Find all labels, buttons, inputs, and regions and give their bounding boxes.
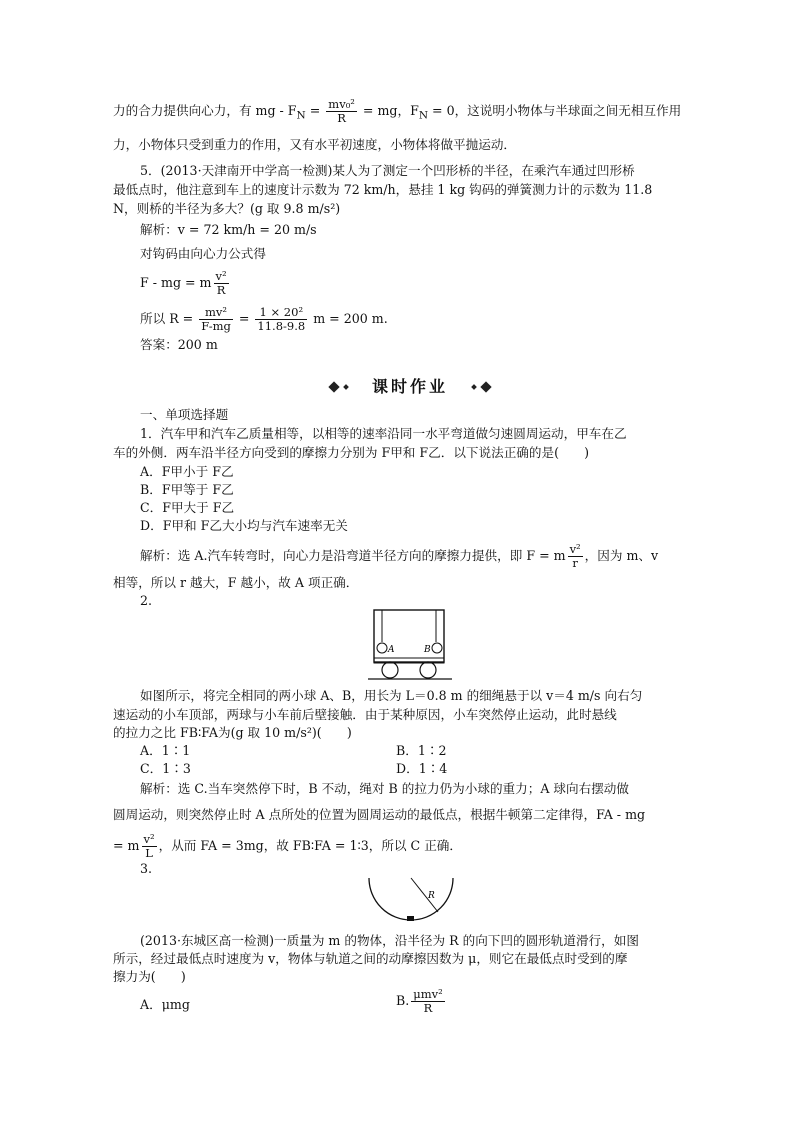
fraction [568, 543, 583, 570]
solution-formula [140, 306, 710, 333]
option-c: C．1∶3 [140, 761, 191, 776]
solution-line: 解析：v = 72 km/h = 20 m/s [140, 222, 317, 237]
option-d: D．F甲和 F乙大小均与汽车速率无关 [140, 518, 348, 533]
diamond-small-icon [471, 384, 477, 390]
cart-figure [368, 606, 452, 682]
question-5-line: 最低点时，他注意到车上的速度计示数为 72 km/h，悬挂 1 kg 钩码的弹簧测力计的示数为 11.8 [113, 182, 653, 197]
text-span: = mg，F [358, 103, 419, 118]
text-span: m = 200 m. [309, 311, 388, 326]
question-2-line: 的拉力之比 FB∶FA为(g 取 10 m/s²)( ) [113, 725, 352, 740]
solution-line: 相等，所以 r 越大，F 越小，故 A 项正确． [113, 575, 359, 590]
fraction-denominator: R [423, 1001, 433, 1015]
text-span: 力的合力提供向心力，有 mg - F [113, 103, 297, 118]
fraction [255, 306, 307, 333]
fraction-numerator: v² [143, 832, 155, 846]
question-5-line: 5．(2013·天津南开中学高一检测)某人为了测定一个凹形桥的半径，在乘汽车通过凹形桥 [140, 163, 635, 178]
fraction [142, 833, 157, 860]
section-header [330, 376, 490, 398]
question-1-line: 车的外侧．两车沿半径方向受到的摩擦力分别为 F甲和 F乙．以下说法正确的是( ) [113, 445, 590, 460]
text-span: B. [396, 993, 410, 1008]
solution-line: 解析：选 C.当车突然停下时，B 不动，绳对 B 的拉力仍为小球的重力；A 球向右摆动做 [140, 781, 629, 796]
part-heading: 一、单项选择题 [140, 407, 229, 422]
text-line [113, 98, 683, 125]
question-number: 2. [140, 593, 153, 608]
question-3-line: 擦力为( ) [113, 969, 186, 984]
text-line: 力，小物体只受到重力的作用，又有水平初速度，小物体将做平抛运动． [113, 137, 516, 152]
fraction-numerator: mv² [199, 306, 233, 320]
option-b: B．1∶2 [396, 743, 447, 758]
text-span: 解析：选 A.汽车转弯时，向心力是沿弯道半径方向的摩擦力提供，即 F = m [140, 548, 566, 563]
option-a: A．F甲小于 F乙 [140, 464, 234, 479]
fraction-numerator: v² [569, 542, 581, 556]
fraction-numerator: 1 × 20² [255, 306, 307, 320]
fraction-denominator: R [216, 283, 226, 297]
fraction-numerator: mv₀² [328, 97, 355, 111]
fraction [199, 306, 233, 333]
fraction-denominator: r [572, 556, 578, 570]
label-a: A [388, 645, 395, 655]
option-a: A．μmg [140, 997, 190, 1012]
diamond-small-icon [343, 384, 349, 390]
fraction-denominator: R [337, 111, 346, 125]
text-span: = m [113, 838, 140, 853]
option-d: D．1∶4 [396, 761, 448, 776]
question-2-line: 如图所示，将完全相同的两小球 A、B，用长为 L＝0.8 m 的细绳悬于以 v＝4 m/s 向右匀 [140, 688, 643, 703]
question-3-line: (2013·东城区高一检测)一质量为 m 的物体，沿半径为 R 的向下凹的圆形轨道滑行，如图 [140, 933, 639, 948]
option-a: A．1∶1 [140, 743, 191, 758]
fraction-denominator: 11.8-9.8 [257, 319, 306, 333]
solution-line: 对钩码由向心力公式得 [140, 246, 266, 261]
subscript: N [418, 109, 429, 122]
answer-line: 答案：200 m [140, 337, 218, 352]
fraction [326, 98, 357, 125]
solution-line: 圆周运动，则突然停止时 A 点所处的位置为圆周运动的最低点，根据牛顿第二定律得，FA - mg [113, 807, 646, 822]
subscript: N [296, 109, 306, 122]
fraction-denominator: L [145, 846, 153, 860]
solution-line [113, 833, 683, 860]
question-1-line: 1．汽车甲和汽车乙质量相等，以相等的速率沿同一水平弯道做匀速圆周运动，甲车在乙 [140, 426, 627, 441]
fraction [411, 988, 445, 1015]
text-span: ，因为 m、v [584, 548, 659, 563]
option-b [396, 988, 794, 1015]
section-title: 课时作业 [371, 377, 448, 396]
text-span: 所以 R = [140, 311, 198, 326]
solution-formula [140, 270, 710, 297]
question-number: 3. [140, 861, 153, 876]
option-b: B．F甲等于 F乙 [140, 482, 234, 497]
label-r: R [428, 891, 435, 901]
question-2-line: 速运动的小车顶部，两球与小车前后壁接触．由于某种原因，小车突然停止运动，此时悬线 [113, 707, 617, 722]
fraction-denominator: F-mg [201, 319, 231, 333]
fraction-numerator: μmv² [413, 987, 443, 1001]
fraction-numerator: v² [215, 269, 227, 283]
diamond-icon [480, 381, 491, 392]
solution-line [140, 543, 710, 570]
diamond-icon [328, 381, 339, 392]
option-c: C．F甲大于 F乙 [140, 500, 235, 515]
text-span: = 0，这说明小物体与半球面之间无相互作用 [428, 103, 682, 118]
fraction [214, 270, 229, 297]
text-span: ，从而 FA = 3mg，故 FB∶FA = 1∶3，所以 C 正确． [158, 838, 462, 853]
question-5-line: N，则桥的半径为多大？(g 取 9.8 m/s²) [113, 201, 341, 216]
text-span: = [234, 311, 254, 326]
label-b: B [424, 645, 431, 655]
text-span: = [305, 103, 325, 118]
text-span: F - mg = m [140, 275, 212, 290]
circular-track-figure [366, 876, 456, 928]
question-3-line: 所示，经过最低点时速度为 v，物体与轨道之间的动摩擦因数为 μ，则它在最低点时受到的摩 [113, 951, 628, 966]
